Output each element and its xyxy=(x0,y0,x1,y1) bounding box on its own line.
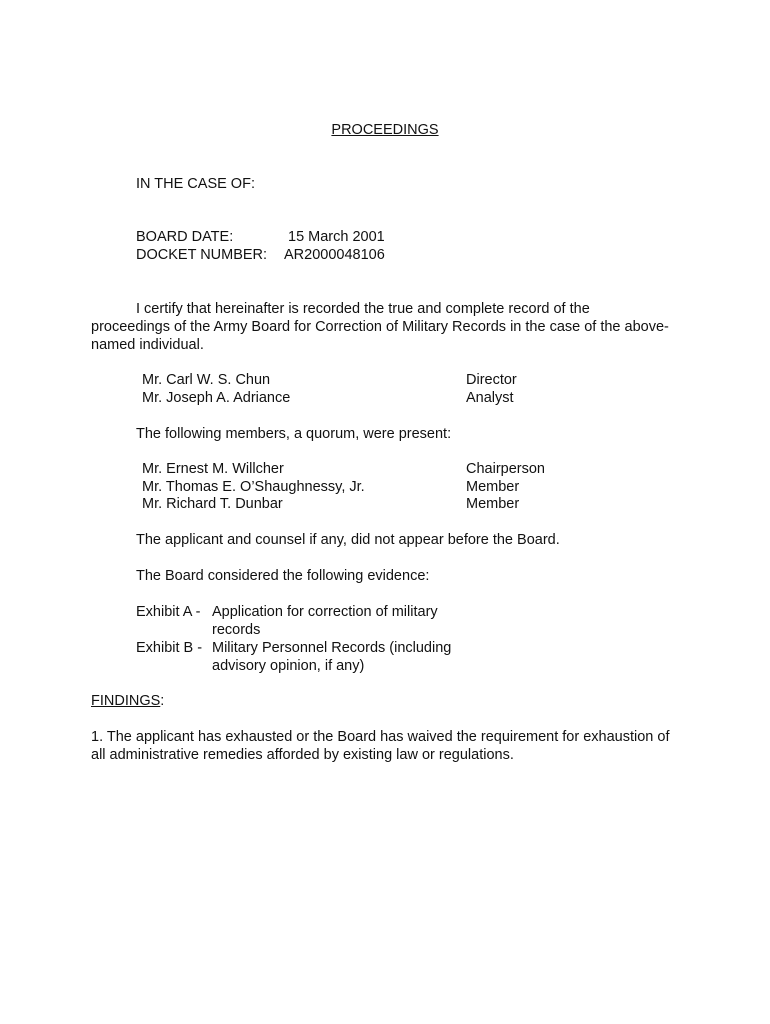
page-title: PROCEEDINGS xyxy=(331,122,439,138)
quorum-statement: The following members, a quorum, were present: xyxy=(136,426,452,442)
exhibit-description: Military Personnel Records (including xyxy=(212,640,452,656)
exhibit-label: Exhibit A - xyxy=(136,604,201,620)
exhibit-description-continued: records xyxy=(212,622,261,638)
board-date-label: BOARD DATE: xyxy=(136,229,234,245)
certification-paragraph: I certify that hereinafter is recorded the true and complete record of the proceedings of the Army Board for Correction of Military Records in the case of the above-named individual. xyxy=(91,301,669,353)
docket-number-label: DOCKET NUMBER: xyxy=(136,247,268,263)
member-role: Member xyxy=(466,479,520,495)
member-name: Mr. Richard T. Dunbar xyxy=(142,496,283,512)
findings-label: FINDINGS xyxy=(91,693,161,709)
exhibit-description-continued: advisory opinion, if any) xyxy=(212,658,365,674)
evidence-statement: The Board considered the following evidence: xyxy=(136,568,430,584)
member-name: Mr. Ernest M. Willcher xyxy=(142,461,284,477)
board-date-value: 15 March 2001 xyxy=(288,229,385,245)
finding-item: 1. The applicant has exhausted or the Board has waived the requirement for exhaustion of all administrative remedies afforded by existing law or regulations. xyxy=(91,729,670,763)
staff-name: Mr. Joseph A. Adriance xyxy=(142,390,291,406)
staff-role: Analyst xyxy=(466,390,514,406)
appearance-statement: The applicant and counsel if any, did not appear before the Board. xyxy=(136,532,560,548)
exhibit-description: Application for correction of military xyxy=(212,604,438,620)
case-of-label: IN THE CASE OF: xyxy=(136,176,255,192)
member-name: Mr. Thomas E. O’Shaughnessy, Jr. xyxy=(142,479,365,495)
exhibit-label: Exhibit B - xyxy=(136,640,203,656)
staff-role: Director xyxy=(466,372,517,388)
staff-name: Mr. Carl W. S. Chun xyxy=(142,372,271,388)
findings-heading xyxy=(91,692,164,710)
member-role: Member xyxy=(466,496,520,512)
docket-number-value: AR2000048106 xyxy=(284,247,385,263)
member-role: Chairperson xyxy=(466,461,545,477)
findings-colon: : xyxy=(160,693,165,709)
